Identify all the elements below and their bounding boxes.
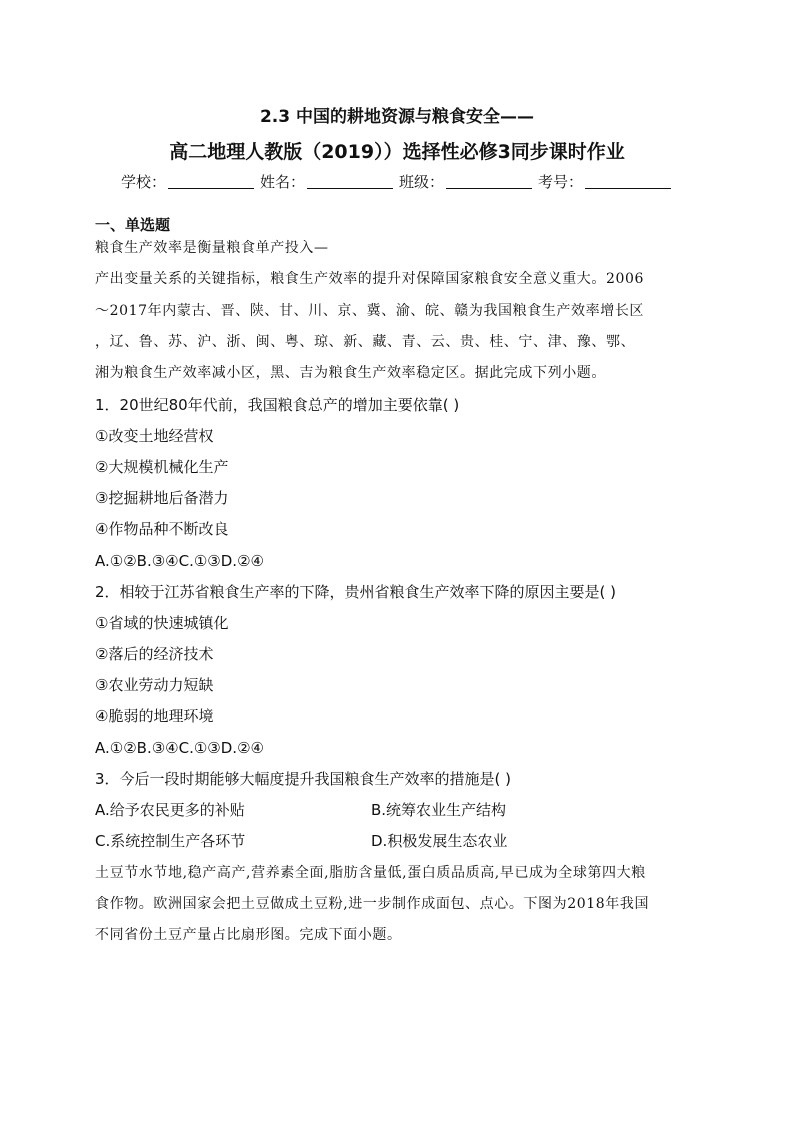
document-title-line-1: 2.3 中国的耕地资源与粮食安全—— bbox=[259, 107, 535, 127]
question-1-choices: A.①②B.③④C.①③D.②④ bbox=[95, 552, 264, 570]
passage-1-line: ，辽、鲁、苏、沪、浙、闽、粤、琼、新、藏、青、云、贵、桂、宁、津、豫、鄂、 bbox=[95, 334, 636, 350]
passage-2-line: 不同省份土豆产量占比扇形图。完成下面小题。 bbox=[95, 927, 402, 943]
passage-2-line: 食作物。欧洲国家会把土豆做成土豆粉,进一步制作成面包、点心。下图为2018年我国 bbox=[95, 896, 650, 912]
school-blank[interactable] bbox=[168, 174, 254, 189]
question-1-item: ②大规模机械化生产 bbox=[95, 458, 229, 476]
school-label: 学校： bbox=[120, 173, 166, 191]
name-blank[interactable] bbox=[307, 174, 393, 189]
question-1-item: ③挖掘耕地后备潜力 bbox=[95, 489, 229, 507]
question-2-item: ④脆弱的地理环境 bbox=[95, 707, 214, 725]
passage-1-line: ～2017年内蒙古、晋、陕、甘、川、京、冀、渝、皖、赣为我国粮食生产效率增长区 bbox=[95, 303, 645, 319]
question-2-choices: A.①②B.③④C.①③D.②④ bbox=[95, 739, 264, 757]
section-heading: 一、单选题 bbox=[95, 216, 171, 234]
exam-number-label: 考号： bbox=[538, 173, 584, 191]
question-3-stem: 3．今后一段时期能够大幅度提升我国粮食生产效率的措施是( ) bbox=[95, 770, 512, 788]
class-label: 班级： bbox=[399, 173, 445, 191]
question-2-item: ②落后的经济技术 bbox=[95, 645, 214, 663]
exam-number-blank[interactable] bbox=[585, 174, 671, 189]
name-label: 姓名： bbox=[259, 173, 305, 191]
question-3-option-c: C.系统控制生产各环节 bbox=[95, 832, 246, 850]
question-3-option-b: B.统筹农业生产结构 bbox=[371, 801, 507, 819]
question-1-item: ①改变土地经营权 bbox=[95, 427, 214, 445]
document-title-line-2: 高二地理人教版（2019））选择性必修3同步课时作业 bbox=[169, 141, 625, 163]
question-2-item: ③农业劳动力短缺 bbox=[95, 676, 214, 694]
class-blank[interactable] bbox=[446, 174, 532, 189]
passage-1-line: 粮食生产效率是衡量粮食单产投入— bbox=[95, 240, 329, 256]
question-3-option-a: A.给予农民更多的补贴 bbox=[95, 801, 245, 819]
question-2-item: ①省域的快速城镇化 bbox=[95, 614, 229, 632]
question-2-stem: 2．相较于江苏省粮食生产率的下降，贵州省粮食生产效率下降的原因主要是( ) bbox=[95, 583, 617, 601]
question-3-option-d: D.积极发展生态农业 bbox=[371, 832, 508, 850]
student-info-line bbox=[0, 171, 794, 192]
question-1-item: ④作物品种不断改良 bbox=[95, 520, 229, 538]
passage-1-line: 湘为粮食生产效率减小区，黑、吉为粮食生产效率稳定区。据此完成下列小题。 bbox=[95, 365, 606, 381]
passage-2-line: 土豆节水节地,稳产高产,营养素全面,脂肪含量低,蛋白质品质高,早已成为全球第四大粮 bbox=[95, 865, 646, 881]
question-1-stem: 1．20世纪80年代前，我国粮食总产的增加主要依靠( ) bbox=[95, 396, 460, 414]
passage-1-line: 产出变量关系的关键指标，粮食生产效率的提升对保障国家粮食安全意义重大。2006 bbox=[95, 271, 645, 287]
